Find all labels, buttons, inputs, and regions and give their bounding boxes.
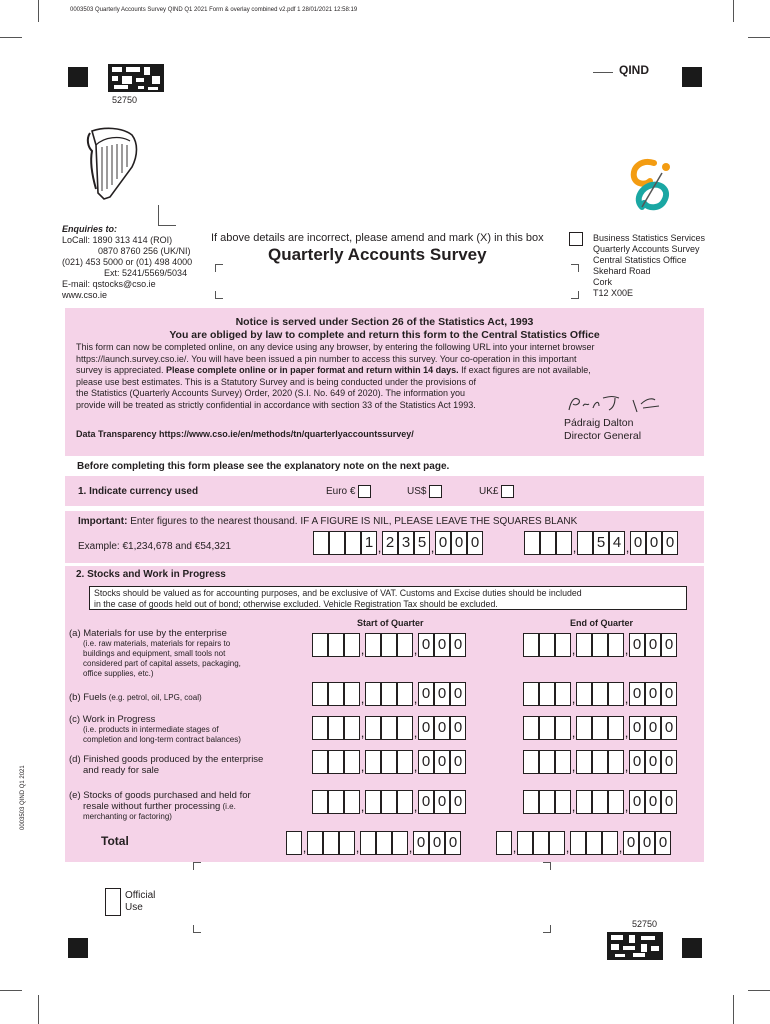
currency-panel — [65, 476, 704, 506]
usd-checkbox[interactable] — [429, 485, 442, 498]
preset-zero-box: 0 — [645, 716, 661, 740]
preset-zero-box: 0 — [418, 790, 434, 814]
enquiries-line: (021) 453 5000 or (01) 498 4000 — [62, 257, 193, 267]
notice-obligation: You are obliged by law to complete and return this form to the Central Statistics Office — [169, 329, 600, 341]
thousands-separator: , — [302, 840, 307, 855]
signatory-name: Pádraig Dalton — [564, 417, 634, 429]
digit-box: 5 — [593, 531, 609, 555]
crop-mark — [748, 37, 770, 38]
form-number-bottom: 52750 — [632, 919, 658, 929]
preset-zero-box: 0 — [629, 682, 645, 706]
euro-checkbox[interactable] — [358, 485, 371, 498]
corner-mark — [571, 264, 579, 272]
preset-zero-box: 0 — [661, 633, 677, 657]
total-end-field — [496, 831, 671, 855]
enquiries-title: Enquiries to: — [62, 224, 118, 234]
row-d-title: (d) Finished goods produced by the enterprise — [69, 754, 264, 765]
materials-end-digit-box[interactable] — [576, 633, 592, 657]
materials-start-digit-box[interactable] — [397, 633, 413, 657]
total-start-digit-box[interactable] — [307, 831, 323, 855]
enquiries-line: E-mail: qstocks@cso.ie — [62, 279, 156, 289]
digit-box — [524, 531, 540, 555]
total-end-digit-box[interactable] — [549, 831, 565, 855]
notice-line: provide will be treated as strictly confidential in accordance with section 33 of the Statistics Act 1993. — [76, 399, 476, 410]
work-in-progress-end-digit-box[interactable] — [576, 716, 592, 740]
important-label: Important: — [78, 516, 128, 527]
preset-zero-box: 0 — [655, 831, 671, 855]
digit-box — [556, 531, 572, 555]
fuels-end-field — [523, 682, 677, 706]
print-header: 0003503 Quarterly Accounts Survey QIND Q1 2021 Form & overlay combined v2.pdf 1 28/01/2021 12:58:19 — [70, 7, 358, 13]
fuels-start-digit-box[interactable] — [312, 682, 328, 706]
enquiries-block — [62, 224, 192, 301]
currency-gbp — [479, 485, 514, 498]
digit-box: 0 — [435, 531, 451, 555]
work-in-progress-end-digit-box[interactable] — [555, 716, 571, 740]
preset-zero-box: 0 — [629, 790, 645, 814]
crop-mark — [0, 990, 22, 991]
detail-line: considered part of capital assets, packaging, — [83, 659, 241, 668]
preset-zero-box: 0 — [418, 716, 434, 740]
amend-instruction: If above details are incorrect, please amend and mark (X) in this box — [211, 232, 544, 244]
materials-end-digit-box[interactable] — [592, 633, 608, 657]
detail-line: (i.e. raw materials, materials for repairs to — [83, 639, 231, 648]
thousands-separator: , — [413, 691, 418, 706]
thousands-separator: , — [571, 759, 576, 774]
finished-goods-end-digit-box[interactable] — [592, 750, 608, 774]
fuels-end-digit-box[interactable] — [523, 682, 539, 706]
thousands-separator: , — [360, 691, 365, 706]
thousands-separator: , — [565, 840, 570, 855]
finished-goods-start-digit-box[interactable] — [381, 750, 397, 774]
finished-goods-start-digit-box[interactable] — [344, 750, 360, 774]
currency-usd — [407, 485, 442, 498]
thousands-separator: , — [624, 759, 629, 774]
preset-zero-box: 0 — [450, 716, 466, 740]
materials-start-digit-box[interactable] — [312, 633, 328, 657]
preset-zero-box: 0 — [413, 831, 429, 855]
total-start-digit-box[interactable] — [286, 831, 302, 855]
materials-end-digit-box[interactable] — [608, 633, 624, 657]
address-line: T12 X00E — [593, 288, 634, 298]
row-a-title: (a) Materials for use by the enterprise — [69, 628, 227, 639]
finished-goods-end-digit-box[interactable] — [608, 750, 624, 774]
enquiries-line: Ext: 5241/5569/5034 — [104, 268, 188, 278]
total-end-digit-box[interactable] — [586, 831, 602, 855]
preset-zero-box: 0 — [434, 716, 450, 740]
important-text: Enter figures to the nearest thousand. IF A FIGURE IS NIL, PLEASE LEAVE THE SQUARES BLANK — [127, 516, 578, 527]
before-completing-note: Before completing this form please see the explanatory note on the next page. — [77, 461, 450, 472]
materials-start-digit-box[interactable] — [365, 633, 381, 657]
thousands-separator: , — [360, 642, 365, 657]
thousands-separator: , — [624, 725, 629, 740]
section-2-panel — [65, 566, 704, 862]
note-line: in the case of goods held out of bond; otherwise excluded. Vehicle Registration Tax should be excluded. — [94, 599, 498, 609]
row-a-detail — [69, 639, 241, 679]
corner-mark — [215, 264, 223, 272]
row-d-title: and ready for sale — [83, 765, 160, 776]
enquiries-line: LoCall: 1890 313 414 (ROI) — [62, 235, 173, 245]
work-in-progress-start-digit-box[interactable] — [344, 716, 360, 740]
thousands-separator: , — [571, 799, 576, 814]
enquiries-line: www.cso.ie — [62, 290, 108, 300]
total-start-digit-box[interactable] — [339, 831, 355, 855]
thousands-separator: , — [625, 540, 630, 555]
example-text: Example: €1,234,678 and €54,321 — [78, 541, 231, 552]
row-a-label — [69, 628, 241, 679]
signature-icon — [563, 392, 693, 416]
digit-box — [313, 531, 329, 555]
note-line: Stocks should be valued as for accounting purposes, and be exclusive of VAT. Customs and Excise duties should be included — [94, 588, 582, 598]
digit-box — [540, 531, 556, 555]
digit-box — [345, 531, 361, 555]
address-line: Quarterly Accounts Survey — [593, 244, 700, 254]
registration-mark — [68, 67, 88, 87]
stocks-for-resale-end-field — [523, 790, 677, 814]
stocks-for-resale-start-digit-box[interactable] — [365, 790, 381, 814]
address-line: Business Statistics Services — [593, 233, 706, 243]
thousands-separator: , — [572, 540, 577, 555]
thousands-separator: , — [624, 691, 629, 706]
corner-mark — [158, 225, 176, 226]
fuels-start-field — [312, 682, 466, 706]
thousands-separator: , — [360, 799, 365, 814]
registration-mark — [68, 938, 88, 958]
row-e-title: (e) Stocks of goods purchased and held for — [69, 790, 251, 801]
materials-end-digit-box[interactable] — [555, 633, 571, 657]
start-of-quarter-header: Start of Quarter — [357, 618, 424, 628]
notice-line: please use best estimates. This is a Statutory Survey and is being conducted under the provisions of — [76, 376, 477, 387]
crop-mark — [733, 0, 734, 22]
preset-zero-box: 0 — [434, 682, 450, 706]
finished-goods-end-field — [523, 750, 677, 774]
thousands-separator: , — [571, 642, 576, 657]
work-in-progress-end-digit-box[interactable] — [539, 716, 555, 740]
detail-line: (i.e. products in intermediate stages of — [83, 725, 219, 734]
thousands-separator: , — [413, 799, 418, 814]
stocks-for-resale-start-digit-box[interactable] — [344, 790, 360, 814]
row-c-title: (c) Work in Progress — [69, 714, 156, 725]
preset-zero-box: 0 — [450, 790, 466, 814]
preset-zero-box: 0 — [629, 633, 645, 657]
address-line: Central Statistics Office — [593, 255, 687, 265]
cso-logo-icon — [628, 157, 676, 213]
digit-box: 5 — [414, 531, 430, 555]
data-transparency: Data Transparency https://www.cso.ie/en/methods/tn/quarterlyaccountssurvey/ — [76, 429, 414, 439]
preset-zero-box: 0 — [661, 750, 677, 774]
total-start-digit-box[interactable] — [392, 831, 408, 855]
fuels-end-digit-box[interactable] — [608, 682, 624, 706]
return-address — [593, 233, 705, 299]
fuels-start-digit-box[interactable] — [381, 682, 397, 706]
finished-goods-end-digit-box[interactable] — [539, 750, 555, 774]
finished-goods-start-digit-box[interactable] — [328, 750, 344, 774]
work-in-progress-end-field — [523, 716, 677, 740]
digit-box: 0 — [467, 531, 483, 555]
total-start-digit-box[interactable] — [376, 831, 392, 855]
thousands-separator: , — [624, 642, 629, 657]
stocks-for-resale-start-digit-box[interactable] — [397, 790, 413, 814]
total-start-digit-box[interactable] — [360, 831, 376, 855]
corner-mark — [158, 205, 159, 225]
corner-mark — [543, 862, 551, 870]
fuels-start-digit-box[interactable] — [344, 682, 360, 706]
notice-line — [76, 365, 594, 377]
row-d-label — [69, 754, 263, 776]
crop-mark — [0, 37, 22, 38]
enquiries-line: 0870 8760 256 (UK/NI) — [98, 246, 191, 256]
finished-goods-start-field — [312, 750, 466, 774]
total-end-digit-box[interactable] — [517, 831, 533, 855]
stocks-for-resale-start-digit-box[interactable] — [381, 790, 397, 814]
bottom-barcode — [607, 932, 663, 960]
work-in-progress-end-digit-box[interactable] — [608, 716, 624, 740]
work-in-progress-start-digit-box[interactable] — [397, 716, 413, 740]
stocks-for-resale-end-digit-box[interactable] — [539, 790, 555, 814]
official-text: Official — [125, 890, 156, 901]
currency-label: 1. Indicate currency used — [78, 486, 199, 497]
preset-zero-box: 0 — [629, 716, 645, 740]
digit-box: 4 — [609, 531, 625, 555]
finished-goods-start-digit-box[interactable] — [397, 750, 413, 774]
total-end-digit-box[interactable] — [533, 831, 549, 855]
preset-zero-box: 0 — [661, 790, 677, 814]
total-start-digit-box[interactable] — [323, 831, 339, 855]
materials-start-digit-box[interactable] — [344, 633, 360, 657]
preset-zero-box: 0 — [661, 716, 677, 740]
stocks-for-resale-start-digit-box[interactable] — [328, 790, 344, 814]
thousands-separator: , — [624, 799, 629, 814]
thousands-separator: , — [408, 840, 413, 855]
notice-deadline: Please complete online or in paper format and return within 14 days. — [166, 365, 459, 375]
preset-zero-box: 0 — [639, 831, 655, 855]
stocks-for-resale-end-digit-box[interactable] — [608, 790, 624, 814]
finished-goods-start-digit-box[interactable] — [312, 750, 328, 774]
materials-end-digit-box[interactable] — [539, 633, 555, 657]
crop-mark — [38, 995, 39, 1024]
finished-goods-end-digit-box[interactable] — [523, 750, 539, 774]
row-e-detail: (i.e. — [220, 802, 236, 811]
preset-zero-box: 0 — [445, 831, 461, 855]
thousands-separator: , — [430, 540, 435, 555]
total-end-digit-box[interactable] — [602, 831, 618, 855]
form-number-top: 52750 — [112, 95, 138, 105]
registration-mark — [682, 67, 702, 87]
section-2-title: 2. Stocks and Work in Progress — [76, 569, 226, 580]
address-line: Cork — [593, 277, 613, 287]
notice-text: If exact figures are not available, — [458, 365, 591, 375]
preset-zero-box: 0 — [629, 750, 645, 774]
preset-zero-box: 0 — [623, 831, 639, 855]
fuels-end-digit-box[interactable] — [592, 682, 608, 706]
preset-zero-box: 0 — [661, 682, 677, 706]
work-in-progress-start-digit-box[interactable] — [365, 716, 381, 740]
digit-box: 1 — [361, 531, 377, 555]
materials-start-digit-box[interactable] — [381, 633, 397, 657]
work-in-progress-end-digit-box[interactable] — [523, 716, 539, 740]
digit-box: 3 — [398, 531, 414, 555]
total-start-field — [286, 831, 461, 855]
preset-zero-box: 0 — [429, 831, 445, 855]
total-end-digit-box[interactable] — [496, 831, 512, 855]
preset-zero-box: 0 — [434, 790, 450, 814]
signatory-title: Director General — [564, 430, 642, 442]
materials-end-field — [523, 633, 677, 657]
thousands-separator: , — [355, 840, 360, 855]
thousands-separator: , — [360, 759, 365, 774]
detail-line: buildings and equipment, small tools not — [83, 649, 226, 658]
preset-zero-box: 0 — [434, 750, 450, 774]
important-note — [78, 516, 577, 527]
notice-line: the Statistics (Quarterly Accounts Survey) Order, 2020 (S.I. No. 649 of 2020). The information you — [76, 388, 466, 398]
stocks-for-resale-end-digit-box[interactable] — [555, 790, 571, 814]
row-b-detail: (e.g. petrol, oil, LPG, coal) — [106, 693, 202, 702]
notice-line: https://launch.survey.cso.ie/. You will have been issued a pin number to access this survey. Your co-operation in this important — [76, 353, 577, 364]
fuels-end-digit-box[interactable] — [555, 682, 571, 706]
total-end-digit-box[interactable] — [570, 831, 586, 855]
corner-mark — [543, 925, 551, 933]
stocks-for-resale-start-digit-box[interactable] — [312, 790, 328, 814]
corner-mark — [193, 925, 201, 933]
amend-checkbox[interactable] — [569, 232, 583, 246]
digit-box: 0 — [662, 531, 678, 555]
preset-zero-box: 0 — [450, 682, 466, 706]
fuels-start-digit-box[interactable] — [397, 682, 413, 706]
stocks-for-resale-end-digit-box[interactable] — [592, 790, 608, 814]
materials-start-field — [312, 633, 466, 657]
currency-usd-label: US$ — [407, 486, 427, 498]
work-in-progress-start-digit-box[interactable] — [381, 716, 397, 740]
crop-mark — [748, 990, 770, 991]
preset-zero-box: 0 — [645, 633, 661, 657]
example-b-digits — [524, 531, 678, 555]
row-e-label — [69, 790, 251, 822]
preset-zero-box: 0 — [450, 633, 466, 657]
row-c-detail — [69, 725, 241, 745]
example-a-digits — [313, 531, 483, 555]
preset-zero-box: 0 — [645, 790, 661, 814]
finished-goods-end-digit-box[interactable] — [555, 750, 571, 774]
thousands-separator: , — [377, 540, 382, 555]
stocks-valuation-note — [89, 586, 687, 610]
work-in-progress-start-digit-box[interactable] — [328, 716, 344, 740]
detail-line: office supplies, etc.) — [83, 669, 154, 678]
thousands-separator: , — [571, 725, 576, 740]
corner-mark — [593, 72, 613, 73]
corner-mark — [193, 862, 201, 870]
official-text: Use — [125, 902, 143, 913]
gbp-checkbox[interactable] — [501, 485, 514, 498]
preset-zero-box: 0 — [418, 682, 434, 706]
stocks-for-resale-start-field — [312, 790, 466, 814]
notice-text: survey is appreciated. — [76, 365, 167, 375]
harp-icon — [82, 125, 142, 203]
thousands-separator: , — [512, 840, 517, 855]
currency-euro — [326, 485, 371, 498]
row-e-title-2 — [69, 801, 251, 812]
form-code: QIND — [619, 63, 649, 77]
digit-box: 0 — [451, 531, 467, 555]
work-in-progress-start-digit-box[interactable] — [312, 716, 328, 740]
preset-zero-box: 0 — [645, 750, 661, 774]
row-e-text: resale without further processing — [83, 801, 221, 812]
thousands-separator: , — [413, 642, 418, 657]
materials-start-digit-box[interactable] — [328, 633, 344, 657]
thousands-separator: , — [413, 759, 418, 774]
row-b-title: (b) Fuels — [69, 692, 107, 703]
notice-panel — [65, 308, 704, 456]
detail-line: completion and long-term contract balances) — [83, 735, 241, 744]
row-b-label — [69, 692, 202, 703]
corner-mark — [215, 291, 223, 299]
crop-mark — [38, 0, 39, 22]
row-e-detail: merchanting or factoring) — [83, 812, 172, 821]
stocks-for-resale-end-digit-box[interactable] — [523, 790, 539, 814]
finished-goods-end-digit-box[interactable] — [576, 750, 592, 774]
official-use-label — [125, 890, 155, 914]
currency-euro-label: Euro € — [326, 486, 356, 498]
address-line: Skehard Road — [593, 266, 651, 276]
notice-line: This form can now be completed online, on any device using any browser, by entering the following URL into your internet browser — [76, 342, 595, 352]
thousands-separator: , — [360, 725, 365, 740]
work-in-progress-start-field — [312, 716, 466, 740]
digit-box: 0 — [630, 531, 646, 555]
thousands-separator: , — [618, 840, 623, 855]
example-label — [78, 541, 231, 552]
thousands-separator: , — [571, 691, 576, 706]
end-of-quarter-header: End of Quarter — [570, 618, 634, 628]
digit-box: 0 — [646, 531, 662, 555]
total-label: Total — [101, 834, 129, 848]
digit-box: 2 — [382, 531, 398, 555]
side-form-code: 0003503 QIND Q1 2021 — [20, 765, 26, 830]
row-c-label — [69, 714, 241, 745]
survey-title: Quarterly Accounts Survey — [268, 245, 487, 264]
notice-body — [76, 342, 594, 411]
work-in-progress-end-digit-box[interactable] — [592, 716, 608, 740]
crop-mark — [733, 995, 734, 1024]
stocks-for-resale-end-digit-box[interactable] — [576, 790, 592, 814]
fuels-end-digit-box[interactable] — [539, 682, 555, 706]
preset-zero-box: 0 — [418, 750, 434, 774]
signatory-block — [564, 417, 641, 443]
digit-box — [577, 531, 593, 555]
preset-zero-box: 0 — [450, 750, 466, 774]
fuels-end-digit-box[interactable] — [576, 682, 592, 706]
materials-end-digit-box[interactable] — [523, 633, 539, 657]
currency-gbp-label: UK£ — [479, 486, 499, 498]
preset-zero-box: 0 — [645, 682, 661, 706]
registration-mark — [682, 938, 702, 958]
preset-zero-box: 0 — [418, 633, 434, 657]
fuels-start-digit-box[interactable] — [328, 682, 344, 706]
preset-zero-box: 0 — [434, 633, 450, 657]
finished-goods-start-digit-box[interactable] — [365, 750, 381, 774]
thousands-separator: , — [413, 725, 418, 740]
top-barcode — [108, 64, 164, 92]
notice-heading: Notice is served under Section 26 of the Statistics Act, 1993 — [235, 316, 534, 328]
corner-mark — [571, 291, 579, 299]
digit-box — [329, 531, 345, 555]
official-use-box — [105, 888, 121, 916]
fuels-start-digit-box[interactable] — [365, 682, 381, 706]
